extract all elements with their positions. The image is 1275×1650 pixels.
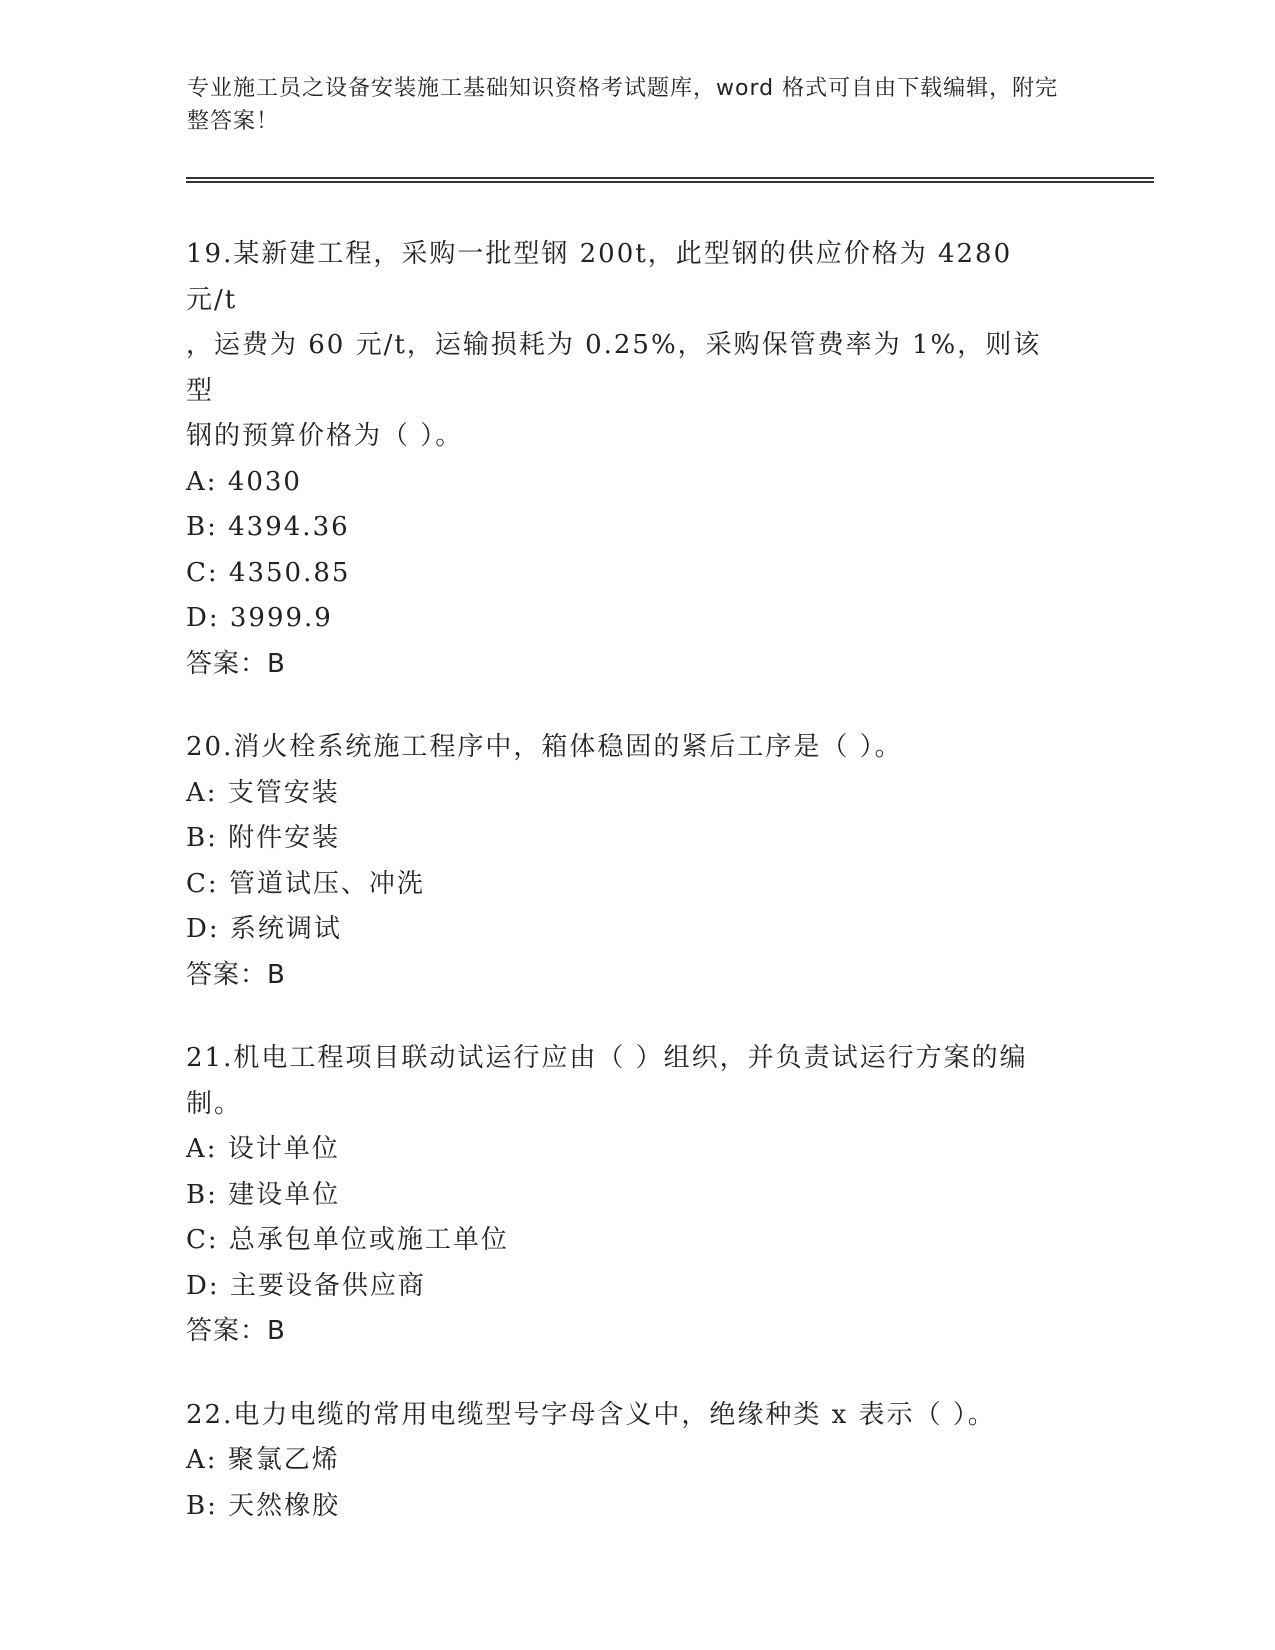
question-19 — [186, 232, 1066, 687]
question-list — [186, 232, 1066, 1567]
question-stem-line: 22.电力电缆的常用电缆型号字母含义中，绝缘种类 x 表示（ ）。 — [186, 1399, 996, 1430]
document-header: 专业施工员之设备安装施工基础知识资格考试题库，word 格式可自由下载编辑，附完整答案！ — [187, 76, 1059, 134]
option-a: A: 聚氯乙烯 — [186, 1445, 340, 1475]
option-b: B: 建设单位 — [186, 1179, 341, 1210]
option-d: D: 3999.9 — [186, 603, 333, 633]
question-22 — [186, 1393, 1066, 1530]
header-divider-top — [186, 177, 1154, 179]
question-stem-line: 钢的预算价格为（ ）。 — [186, 421, 464, 451]
option-b: B: 附件安装 — [186, 823, 341, 853]
question-stem-line: 21.机电工程项目联动试运行应由（ ）组织，并负责试运行方案的编 — [186, 1043, 1028, 1073]
question-21 — [186, 1036, 1066, 1355]
question-stem-line: 19.某新建工程，采购一批型钢 200t，此型钢的供应价格为 4280 元/t — [186, 239, 1013, 315]
option-c: C: 总承包单位或施工单位 — [186, 1225, 509, 1255]
option-a: A: 支管安装 — [186, 777, 340, 808]
answer: 答案：B — [186, 959, 286, 990]
question-stem-line: 20.消火栓系统施工程序中，箱体稳固的紧后工序是（ ）。 — [186, 732, 903, 762]
option-b: B: 天然橡胶 — [186, 1490, 341, 1521]
header-divider-bottom — [186, 181, 1154, 183]
option-d: D: 系统调试 — [186, 914, 342, 944]
option-a: A: 4030 — [186, 466, 302, 497]
option-a: A: 设计单位 — [186, 1134, 340, 1164]
question-stem-line: ，运费为 60 元/t，运输损耗为 0.25%，采购保管费率为 1%，则该型 — [186, 330, 1042, 406]
option-c: C: 管道试压、冲洗 — [186, 868, 425, 899]
option-d: D: 主要设备供应商 — [186, 1270, 426, 1301]
option-c: C: 4350.85 — [186, 557, 351, 588]
option-b: B: 4394.36 — [186, 512, 350, 542]
question-stem-line: 制。 — [186, 1088, 243, 1119]
answer: 答案：B — [186, 1316, 286, 1346]
question-20 — [186, 725, 1066, 998]
answer: 答案：B — [186, 648, 286, 679]
